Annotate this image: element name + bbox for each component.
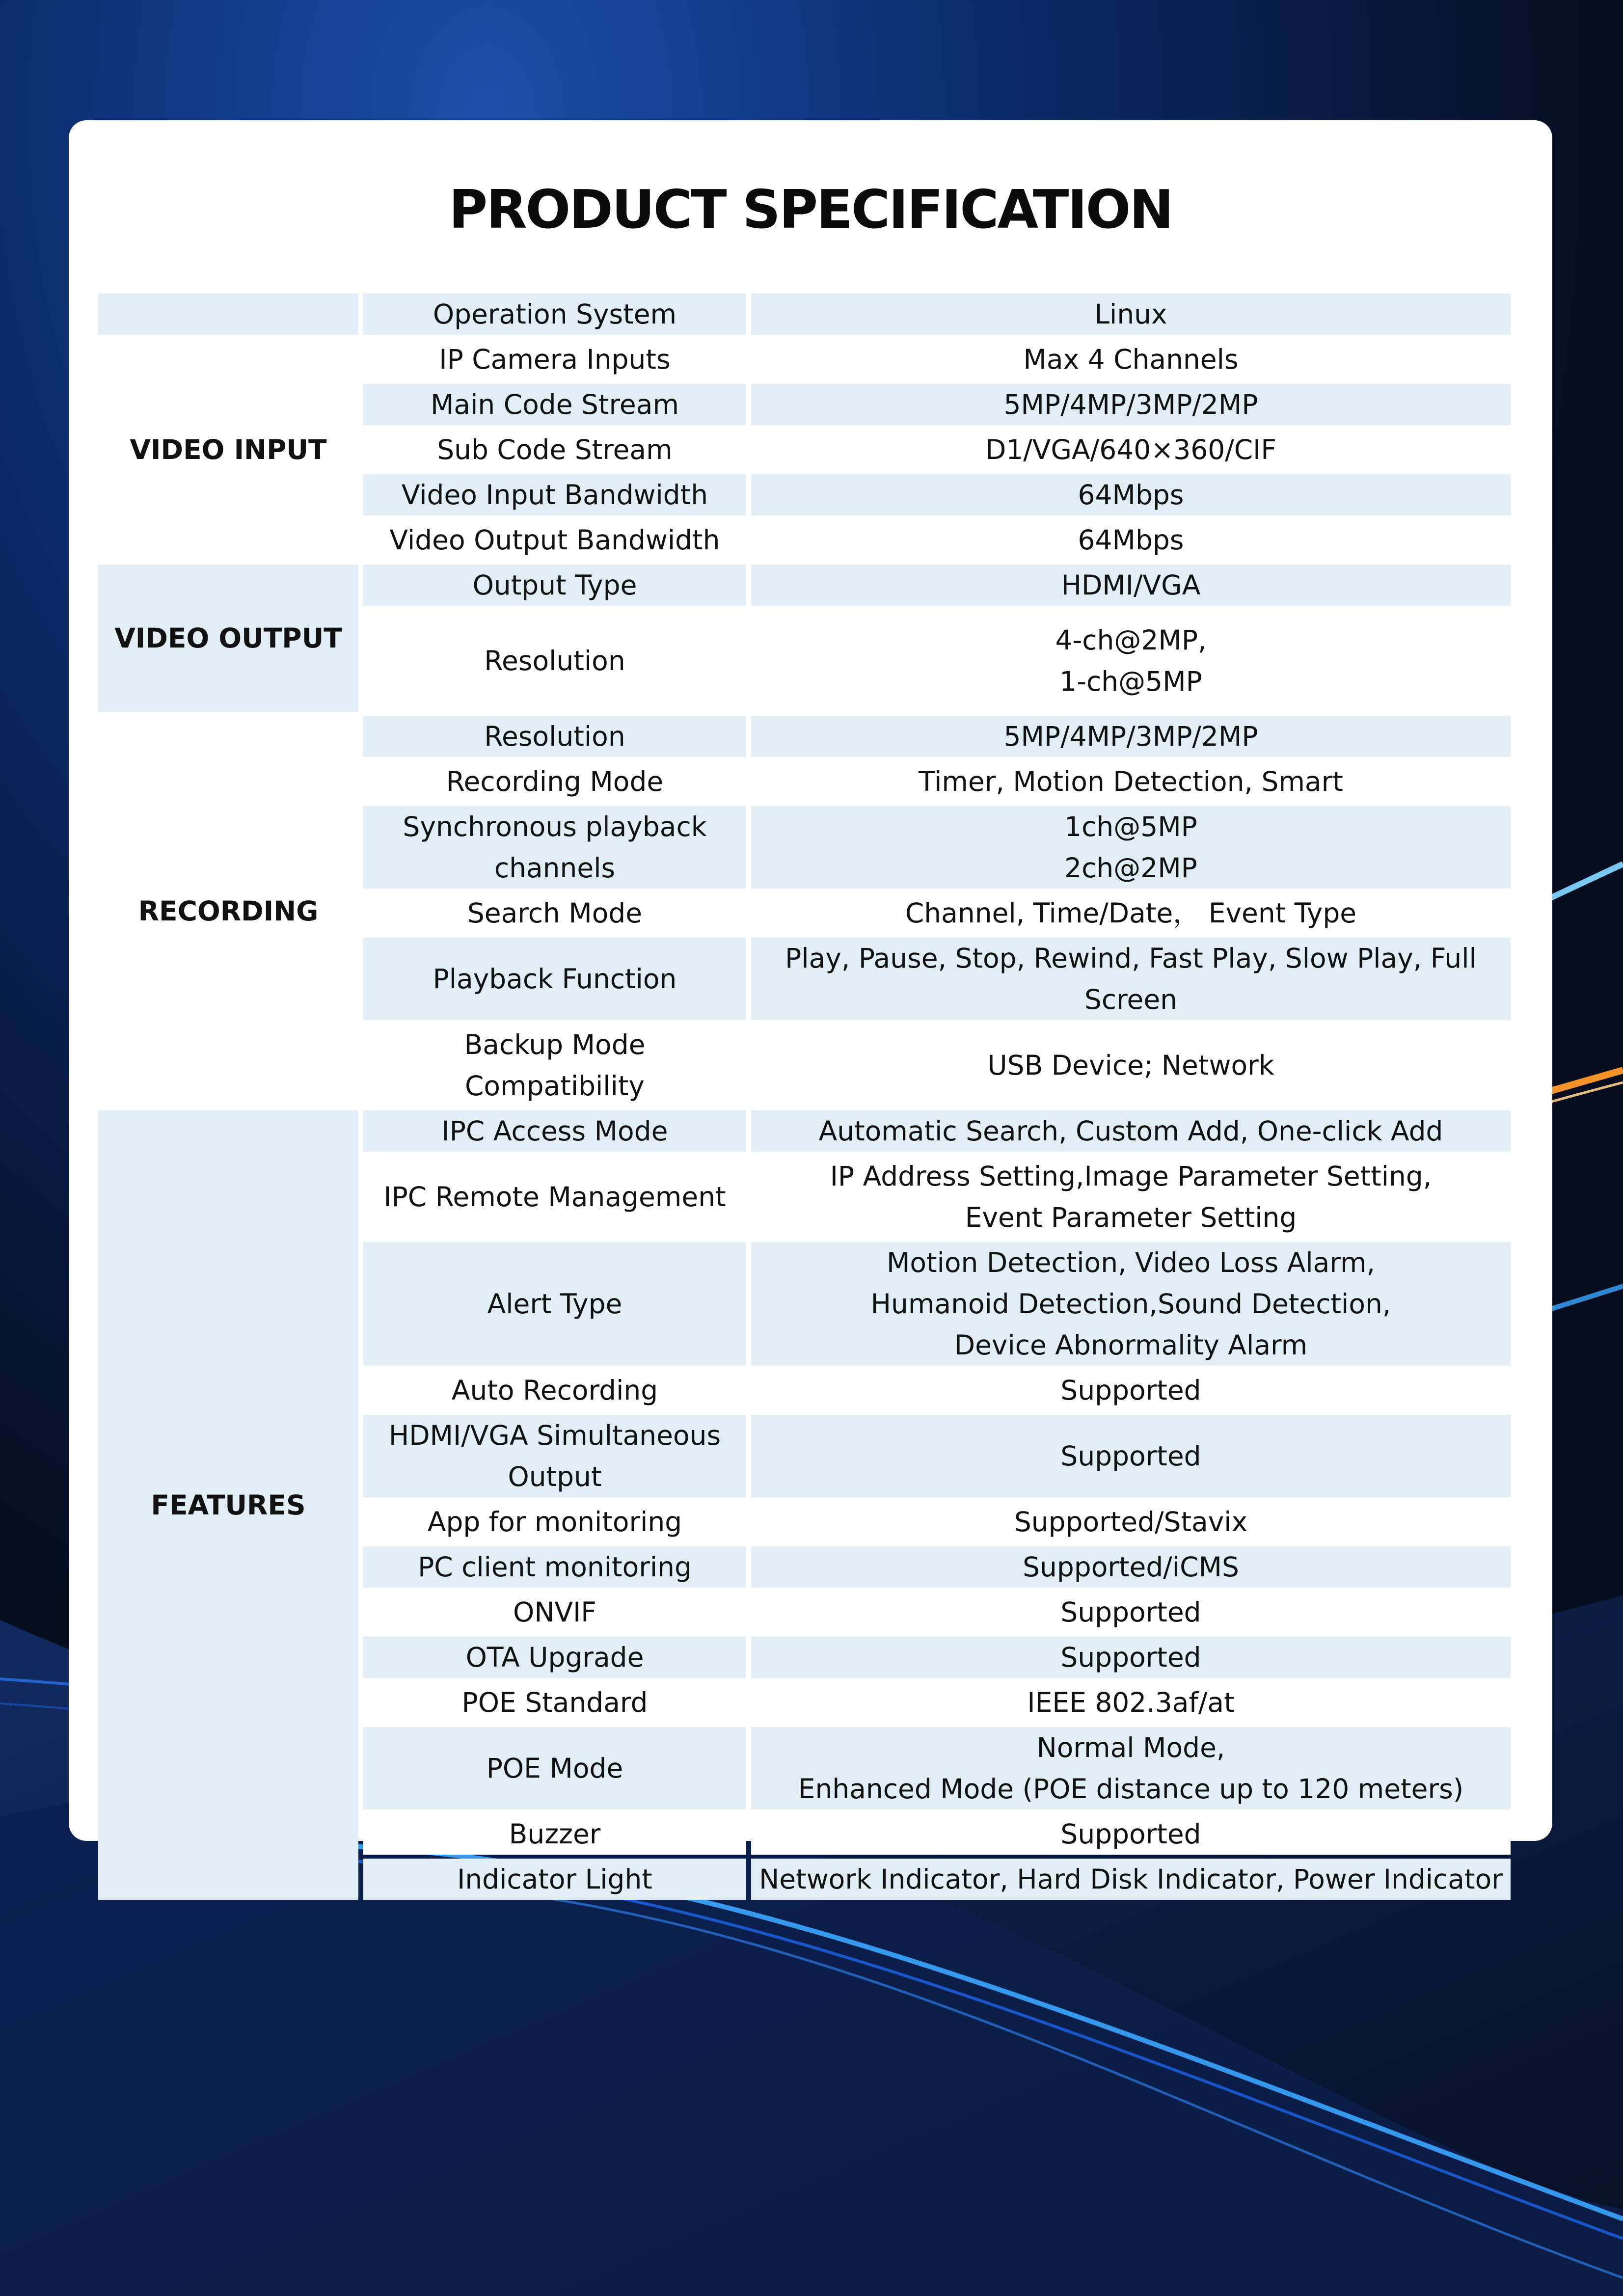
spec-label: OTA Upgrade — [363, 1637, 746, 1678]
spec-value: USB Device; Network — [751, 1024, 1511, 1107]
spec-label: IPC Access Mode — [363, 1110, 746, 1152]
spec-value: Max 4 Channels — [751, 339, 1511, 380]
spec-label: Sub Code Stream — [363, 429, 746, 470]
spec-value: Supported/iCMS — [751, 1546, 1511, 1588]
spec-value: 5MP/4MP/3MP/2MP — [751, 716, 1511, 757]
spec-value-line: Play, Pause, Stop, Rewind, Fast Play, Slow Play, Full — [785, 943, 1477, 974]
spec-label: Search Mode — [363, 892, 746, 934]
spec-value-line: Device Abnormality Alarm — [954, 1329, 1308, 1361]
spec-label: POE Mode — [363, 1727, 746, 1810]
spec-value: HDMI/VGA — [751, 565, 1511, 606]
group-cell-empty — [98, 294, 358, 335]
spec-label — [363, 1415, 746, 1497]
spec-value: Supported — [751, 1813, 1511, 1855]
spec-value: Timer, Motion Detection, Smart — [751, 761, 1511, 802]
spec-label-line: HDMI/VGA Simultaneous — [388, 1420, 721, 1451]
table-row — [98, 565, 1511, 606]
spec-label: POE Standard — [363, 1682, 746, 1723]
spec-value: 64Mbps — [751, 519, 1511, 561]
spec-value-line: 1-ch@5MP — [1059, 666, 1202, 697]
spec-value-line: Motion Detection, Video Loss Alarm, — [886, 1247, 1376, 1278]
spec-value: Automatic Search, Custom Add, One-click Add — [751, 1110, 1511, 1152]
group-features: FEATURES — [98, 1110, 358, 1900]
spec-value — [751, 1727, 1511, 1810]
group-video-input: VIDEO INPUT — [98, 339, 358, 561]
spec-label: Playback Function — [363, 938, 746, 1020]
spec-label: Main Code Stream — [363, 384, 746, 425]
spec-label: Indicator Light — [363, 1859, 746, 1900]
spec-value-line: 4-ch@2MP, — [1055, 624, 1207, 656]
spec-table — [93, 290, 1515, 1904]
spec-value: Network Indicator, Hard Disk Indicator, Power Indicator — [751, 1859, 1511, 1900]
spec-label-line: channels — [494, 852, 616, 884]
spec-label: Video Output Bandwidth — [363, 519, 746, 561]
spec-value — [751, 938, 1511, 1020]
table-row — [98, 716, 1511, 757]
spec-value — [751, 610, 1511, 712]
spec-label-line: Synchronous playback — [403, 811, 707, 842]
spec-label: ONVIF — [363, 1592, 746, 1633]
table-row — [98, 1110, 1511, 1152]
spec-value: Supported — [751, 1370, 1511, 1411]
spec-label: Resolution — [363, 610, 746, 712]
spec-label: Backup Mode Compatibility — [363, 1024, 746, 1107]
table-row — [98, 339, 1511, 380]
spec-value-line: IP Address Setting,Image Parameter Setting, — [830, 1161, 1432, 1192]
spec-value-line: Humanoid Detection,Sound Detection, — [870, 1288, 1391, 1320]
spec-value: Supported/Stavix — [751, 1501, 1511, 1542]
spec-label: Recording Mode — [363, 761, 746, 802]
spec-label: Operation System — [363, 294, 746, 335]
spec-label: Alert Type — [363, 1242, 746, 1366]
spec-value — [751, 1242, 1511, 1366]
spec-label-line: Output — [508, 1461, 602, 1492]
group-video-output: VIDEO OUTPUT — [98, 565, 358, 712]
spec-value: Channel, Time/Date， Event Type — [751, 892, 1511, 934]
spec-value-line: Enhanced Mode (POE distance up to 120 meters) — [798, 1773, 1464, 1805]
spec-label: Video Input Bandwidth — [363, 474, 746, 515]
spec-value: Supported — [751, 1415, 1511, 1497]
page-title: PRODUCT SPECIFICATION — [449, 179, 1172, 241]
spec-value: IEEE 802.3af/at — [751, 1682, 1511, 1723]
spec-card — [69, 120, 1552, 1895]
spec-label: Buzzer — [363, 1813, 746, 1855]
spec-value-line: Event Parameter Setting — [965, 1202, 1297, 1233]
spec-value-line: 1ch@5MP — [1064, 811, 1197, 842]
spec-label: IPC Remote Management — [363, 1156, 746, 1238]
spec-value-line: Normal Mode, — [1036, 1732, 1225, 1763]
spec-value — [751, 806, 1511, 889]
spec-value: 5MP/4MP/3MP/2MP — [751, 384, 1511, 425]
spec-value: Supported — [751, 1592, 1511, 1633]
table-row — [98, 294, 1511, 335]
spec-label: App for monitoring — [363, 1501, 746, 1542]
spec-value: 64Mbps — [751, 474, 1511, 515]
spec-label: PC client monitoring — [363, 1546, 746, 1588]
spec-label: Resolution — [363, 716, 746, 757]
spec-value-line: Screen — [1084, 984, 1178, 1015]
spec-value: Supported — [751, 1637, 1511, 1678]
spec-label: IP Camera Inputs — [363, 339, 746, 380]
spec-value: Linux — [751, 294, 1511, 335]
spec-label: Auto Recording — [363, 1370, 746, 1411]
spec-value — [751, 1156, 1511, 1238]
spec-label: Output Type — [363, 565, 746, 606]
group-recording: RECORDING — [98, 716, 358, 1107]
spec-value-line: 2ch@2MP — [1064, 852, 1197, 884]
spec-label — [363, 806, 746, 889]
spec-value: D1/VGA/640×360/CIF — [751, 429, 1511, 470]
